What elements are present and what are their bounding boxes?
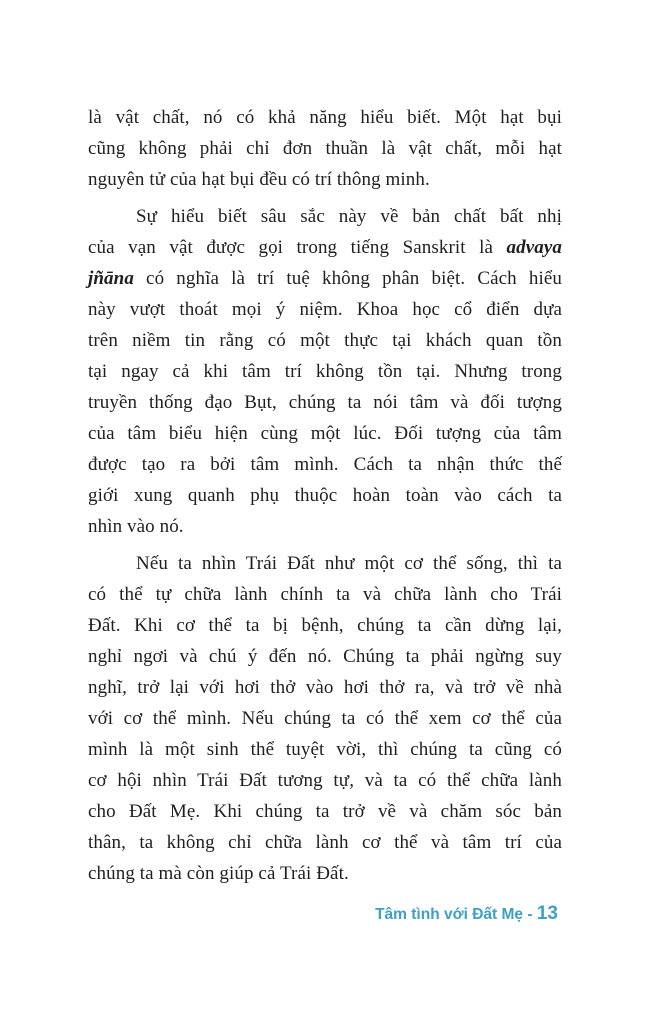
- paragraph: [88, 102, 562, 195]
- text-line: truyền thống đạo Bụt, chúng ta nói tâm và đối tượng: [88, 392, 562, 413]
- running-footer: [375, 903, 558, 925]
- text-line: Nếu ta nhìn Trái Đất như một cơ thể sống, thì ta: [136, 553, 562, 574]
- text-line: [88, 263, 562, 294]
- text-line: này vượt thoát mọi ý niệm. Khoa học cổ điển dựa: [88, 299, 562, 320]
- text-line: [88, 232, 562, 263]
- sanskrit-term: jñāna: [88, 268, 134, 289]
- text-line: được tạo ra bởi tâm mình. Cách ta nhận thức thế: [88, 454, 562, 475]
- text-line: nhìn vào nó.: [88, 516, 184, 537]
- page-number: 13: [536, 903, 558, 924]
- text-line: cơ hội nhìn Trái Đất tương tự, và ta có thể chữa lành: [88, 770, 562, 791]
- footer-separator: -: [527, 906, 533, 923]
- text-line: tại ngay cả khi tâm trí không tồn tại. Nhưng trong: [88, 361, 562, 382]
- text-line: nghĩ, trở lại với hơi thở vào hơi thở ra, và trở về nhà: [88, 677, 562, 698]
- text-line: nguyên tử của hạt bụi đều có trí thông minh.: [88, 169, 430, 190]
- text-block: [88, 102, 562, 889]
- text-segment: của vạn vật được gọi trong tiếng Sanskrit là: [88, 237, 494, 258]
- text-line: chúng ta mà còn giúp cả Trái Đất.: [88, 863, 349, 884]
- text-line: của tâm biểu hiện cùng một lúc. Đối tượng của tâm: [88, 423, 562, 444]
- text-line: là vật chất, nó có khả năng hiểu biết. Một hạt bụi: [88, 107, 562, 128]
- text-line: cũng không phải chỉ đơn thuần là vật chất, mỗi hạt: [88, 138, 562, 159]
- text-line: nghỉ ngơi và chú ý đến nó. Chúng ta phải ngừng suy: [88, 646, 562, 667]
- text-line: mình là một sinh thể tuyệt vời, thì chúng ta cũng có: [88, 739, 562, 760]
- text-line: Đất. Khi cơ thể ta bị bệnh, chúng ta cần dừng lại,: [88, 615, 562, 636]
- text-line: trên niềm tin rằng có một thực tại khách quan tồn: [88, 330, 562, 351]
- text-line: có thể tự chữa lành chính ta và chữa lành cho Trái: [88, 584, 562, 605]
- text-line: Sự hiểu biết sâu sắc này về bản chất bất nhị: [136, 206, 562, 227]
- text-line: với cơ thể mình. Nếu chúng ta có thể xem cơ thể của: [88, 708, 562, 729]
- footer-book-title: Tâm tình với Đất Mẹ: [375, 906, 524, 923]
- sanskrit-term: advaya: [506, 237, 562, 258]
- text-line: cho Đất Mẹ. Khi chúng ta trở về và chăm sóc bản: [88, 801, 562, 822]
- text-line: giới xung quanh phụ thuộc hoàn toàn vào cách ta: [88, 485, 562, 506]
- text-segment: có nghĩa là trí tuệ không phân biệt. Cách hiểu: [146, 268, 562, 289]
- paragraph: [88, 201, 562, 542]
- paragraph: [88, 548, 562, 889]
- text-line: thân, ta không chỉ chữa lành cơ thể và tâm trí của: [88, 832, 562, 853]
